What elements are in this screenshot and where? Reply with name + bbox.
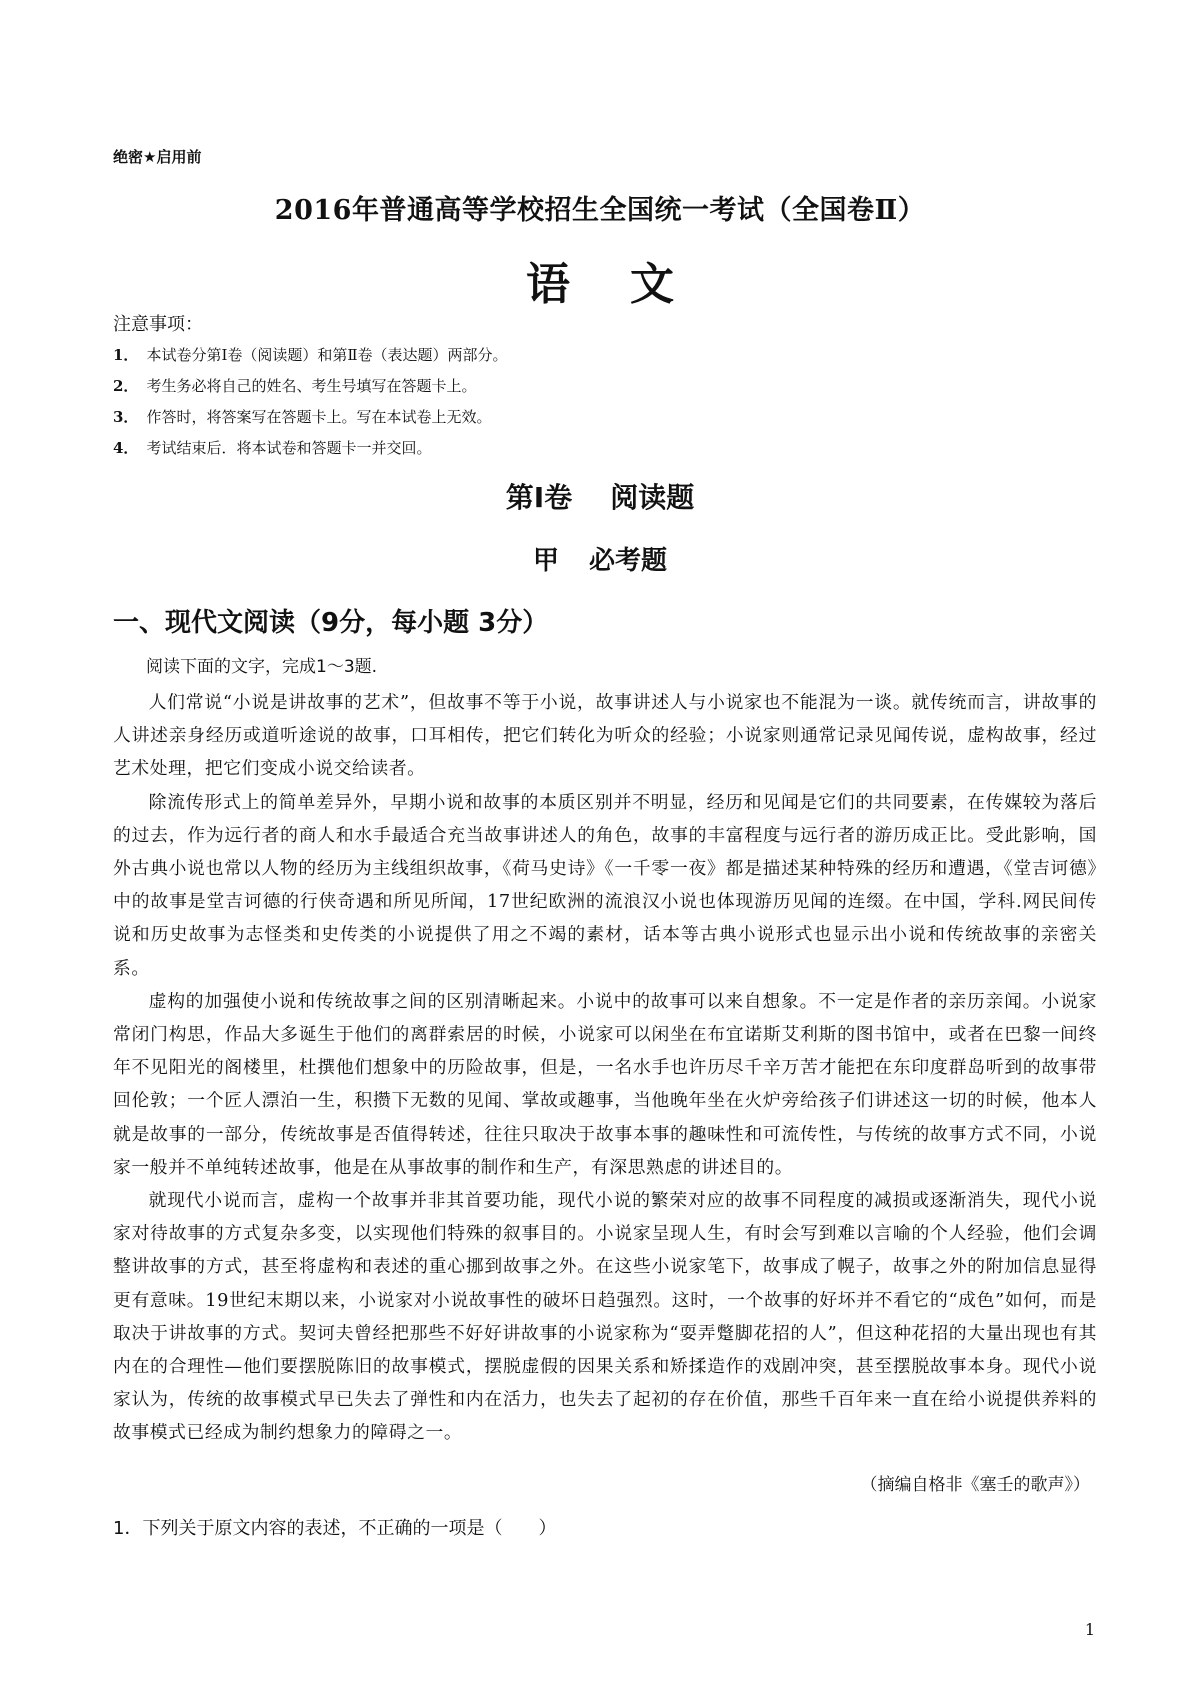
notice-number: 1． [113, 346, 139, 364]
section-heading: 一、现代文阅读（9分，每小题 3分） [113, 608, 549, 638]
reading-passage [113, 686, 1097, 1450]
exam-title: 2016年普通高等学校招生全国统一考试（全国卷Ⅱ） [274, 195, 926, 226]
notice-text: 作答时，将答案写在答题卡上。写在本试卷上无效。 [146, 408, 492, 426]
subject-title: 语文 [526, 259, 734, 310]
passage-paragraph: 除流传形式上的简单差异外，早期小说和故事的本质区别并不明显，经历和见闻是它们的共同要素，在传媒较为落后的过去，作为远行者的商人和水手最适合充当故事讲述人的角色，故事的丰富程度与远行者的游历成正比。受此影响，国外古典小说也常以人物的经历为主线组织故事，《荷马史诗》《一千零一夜》都是描述某种特殊的经历和遭遇，《堂吉诃德》中的故事是堂吉诃德的行侠奇遇和所见所闻，17世纪欧洲的流浪汉小说也体现游历见闻的连缀。在中国，学科.网民间传说和历史故事为志怪类和史传类的小说提供了用之不竭的素材，话本等古典小说形式也显示出小说和传统故事的亲密关系。 [113, 791, 1097, 979]
notice-number: 2． [113, 377, 139, 395]
notice-item [113, 436, 1113, 467]
passage-paragraph: 就现代小说而言，虚构一个故事并非其首要功能，现代小说的繁荣对应的故事不同程度的减损或逐渐消失，现代小说家对待故事的方式复杂多变，以实现他们特殊的叙事目的。小说家呈现人生，有时会写到难以言喻的个人经验，他们会调整讲故事的方式，甚至将虚构和表述的重心挪到故事之外。在这些小说家笔下，故事成了幌子，故事之外的附加信息显得更有意味。19世纪末期以来，小说家对小说故事性的破坏日趋强烈。这时，一个故事的好坏并不看它的“成色”如何，而是取决于讲故事的方式。契诃夫曾经把那些不好好讲故事的小说家称为“耍弄蹩脚花招的人”，但这种花招的大量出现也有其内在的合理性—他们要摆脱陈旧的故事模式，摆脱虚假的因果关系和矫揉造作的戏剧冲突，甚至摆脱故事本身。现代小说家认为，传统的故事模式早已失去了弹性和内在活力，也失去了起初的存在价值，那些千百年来一直在给小说提供养料的故事模式已经成为制约想象力的障碍之一。 [113, 1190, 1097, 1444]
page-number: 1 [1084, 1620, 1095, 1639]
required-name: 必考题 [589, 546, 668, 576]
question-1: 1．下列关于原文内容的表述，不正确的一项是（ ） [113, 1518, 557, 1539]
notice-heading: 注意事项： [113, 314, 203, 335]
required-heading [0, 540, 1200, 577]
notice-item [113, 343, 1113, 374]
notice-item [113, 405, 1113, 436]
notice-text: 考试结束后．将本试卷和答题卡一并交回。 [146, 439, 432, 457]
required-part: 甲 [532, 546, 559, 576]
passage-source: （摘编自格非《塞壬的歌声》） [860, 1475, 1090, 1495]
volume-part: 第Ⅰ卷 [505, 481, 573, 514]
volume-name: 阅读题 [610, 481, 695, 514]
notice-item [113, 374, 1113, 405]
notice-number: 4． [113, 439, 139, 457]
passage-paragraph: 人们常说“小说是讲故事的艺术”，但故事不等于小说，故事讲述人与小说家也不能混为一谈。就传统而言，讲故事的人讲述亲身经历或道听途说的故事，口耳相传，把它们转化为听众的经验；小说家则通常记录见闻传说，虚构故事，经过艺术处理，把它们变成小说交给读者。 [113, 692, 1097, 780]
notice-text: 本试卷分第Ⅰ卷（阅读题）和第Ⅱ卷（表达题）两部分。 [146, 346, 508, 364]
notice-number: 3． [113, 408, 139, 426]
volume-heading [0, 476, 1200, 516]
secret-label: 绝密★启用前 [113, 148, 202, 166]
notice-list [113, 343, 1113, 467]
notice-text: 考生务必将自己的姓名、考生号填写在答题卡上。 [146, 377, 477, 395]
reading-instruction: 阅读下面的文字，完成1～3题. [146, 657, 378, 677]
passage-paragraph: 虚构的加强使小说和传统故事之间的区别清晰起来。小说中的故事可以来自想象。不一定是作者的亲历亲闻。小说家常闭门构思，作品大多诞生于他们的离群索居的时候，小说家可以闲坐在布宜诺斯艾利斯的图书馆中，或者在巴黎一间终年不见阳光的阁楼里，杜撰他们想象中的历险故事，但是，一名水手也许历尽千辛万苦才能把在东印度群岛听到的故事带回伦敦；一个匠人漂泊一生，积攒下无数的见闻、掌故或趣事，当他晚年坐在火炉旁给孩子们讲述这一切的时候，他本人就是故事的一部分，传统故事是否值得转述，往往只取决于故事本事的趣味性和可流传性，与传统的故事方式不同，小说家一般并不单纯转述故事，他是在从事故事的制作和生产，有深思熟虑的讲述目的。 [113, 990, 1097, 1178]
